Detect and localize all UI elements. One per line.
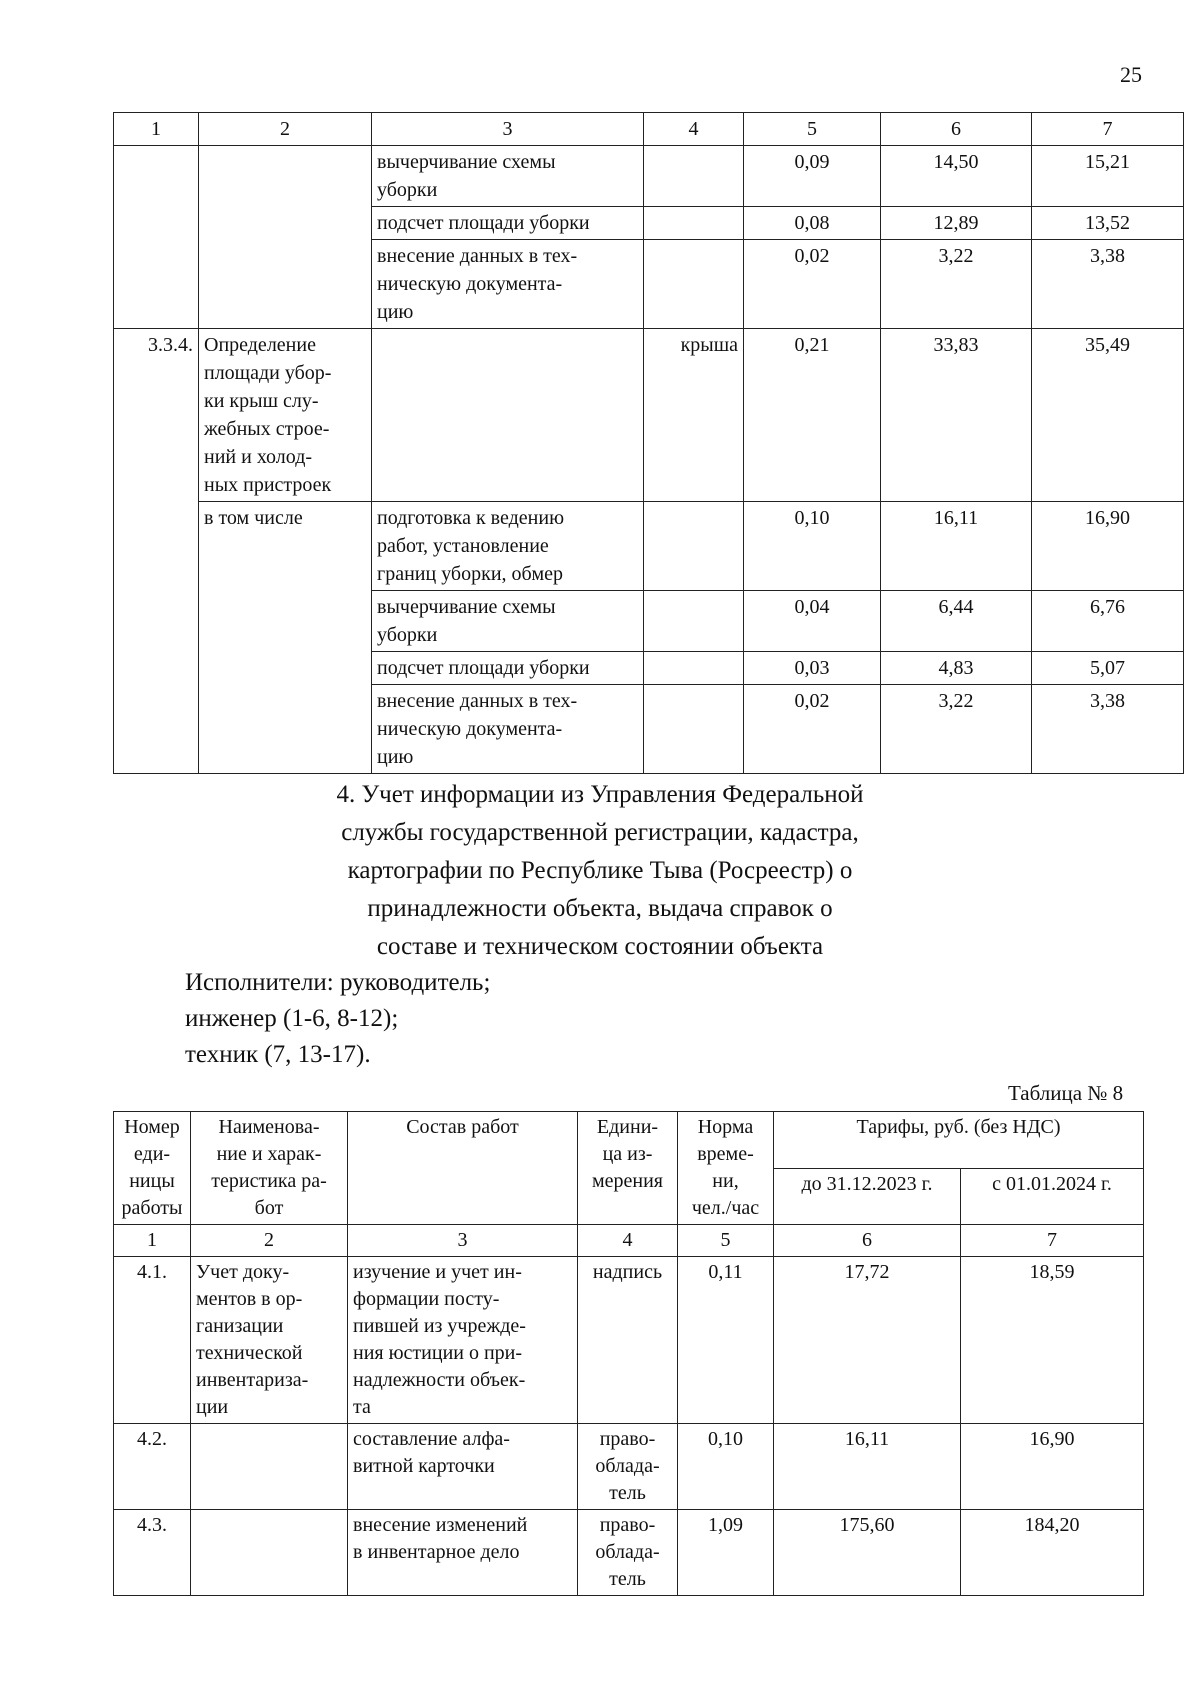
- item-number: 4.2.: [114, 1424, 191, 1510]
- norm-value: 0,02: [744, 685, 881, 774]
- work-item: изучение и учет ин- формации посту- пившей из учрежде- ния юстиции о при- надлежности объек- та: [348, 1257, 578, 1424]
- work-item: подготовка к ведению работ, установление границ уборки, обмер: [372, 502, 644, 591]
- tariff-2024: 184,20: [961, 1510, 1144, 1596]
- work-item: вычерчивание схемы уборки: [372, 146, 644, 207]
- unit-cell: [644, 502, 744, 591]
- column-number-row: [114, 1225, 1144, 1257]
- tariff-2023: 12,89: [881, 207, 1032, 240]
- header-time-norm: Норма време- ни, чел./час: [678, 1112, 774, 1225]
- norm-value: 0,21: [744, 329, 881, 502]
- unit-cell: [644, 146, 744, 207]
- tariff-2023: 16,11: [774, 1424, 961, 1510]
- empty-cell: [199, 146, 372, 329]
- column-number: 1: [114, 113, 199, 146]
- tariff-2024: 18,59: [961, 1257, 1144, 1424]
- work-item: подсчет площади уборки: [372, 652, 644, 685]
- norm-value: 0,09: [744, 146, 881, 207]
- unit-cell: надпись: [578, 1257, 678, 1424]
- tariff-2023: 17,72: [774, 1257, 961, 1424]
- norm-value: 0,02: [744, 240, 881, 329]
- tariff-2023: 175,60: [774, 1510, 961, 1596]
- unit-cell: [644, 652, 744, 685]
- column-number: 7: [1032, 113, 1184, 146]
- work-item: [372, 329, 644, 502]
- column-number: 3: [348, 1225, 578, 1257]
- column-number: 4: [644, 113, 744, 146]
- work-item: подсчет площади уборки: [372, 207, 644, 240]
- tariff-table: [113, 1111, 1144, 1596]
- column-number: 6: [774, 1225, 961, 1257]
- table-label: Таблица № 8: [1008, 1081, 1124, 1105]
- column-number: 7: [961, 1225, 1144, 1257]
- tariff-2023: 4,83: [881, 652, 1032, 685]
- column-number: 2: [191, 1225, 348, 1257]
- header-tariff-2024: с 01.01.2024 г.: [961, 1168, 1144, 1225]
- tariff-2024: 35,49: [1032, 329, 1184, 502]
- unit-cell: крыша: [644, 329, 744, 502]
- column-number: 1: [114, 1225, 191, 1257]
- page-number: 25: [1120, 62, 1142, 87]
- column-number: 2: [199, 113, 372, 146]
- header-work-composition: Состав работ: [348, 1112, 578, 1225]
- item-number: 3.3.4.: [114, 329, 199, 774]
- section-heading: 4. Учет информации из Управления Федеральной службы государственной регистрации, кадастра, картографии по Республике Тыва (Росреестр) о принадлежности объекта, выдача справок о составе и техническом состоянии объекта: [336, 781, 864, 960]
- header-row: [114, 1112, 1144, 1169]
- norm-value: 0,10: [744, 502, 881, 591]
- unit-cell: [644, 685, 744, 774]
- work-name: в том числе: [199, 502, 372, 774]
- header-tariffs: Тарифы, руб. (без НДС): [774, 1112, 1144, 1169]
- tariff-2024: 16,90: [961, 1424, 1144, 1510]
- column-number-row: [114, 113, 1184, 146]
- tariff-2023: 16,11: [881, 502, 1032, 591]
- header-unit: Едини- ца из- мерения: [578, 1112, 678, 1225]
- tariff-2024: 15,21: [1032, 146, 1184, 207]
- table-row: [114, 1424, 1144, 1510]
- tariff-2023: 3,22: [881, 240, 1032, 329]
- header-work-name: Наименова- ние и харак- теристика ра- бот: [191, 1112, 348, 1225]
- column-number: 6: [881, 113, 1032, 146]
- tariff-2023: 3,22: [881, 685, 1032, 774]
- norm-value: 0,10: [678, 1424, 774, 1510]
- tariff-2023: 14,50: [881, 146, 1032, 207]
- continuation-table: [113, 112, 1184, 774]
- tariff-2023: 33,83: [881, 329, 1032, 502]
- unit-cell: [644, 591, 744, 652]
- empty-cell: [114, 146, 199, 329]
- header-unit-number: Номер еди- ницы работы: [114, 1112, 191, 1225]
- table-row: [114, 502, 1184, 591]
- tariff-2024: 3,38: [1032, 240, 1184, 329]
- table-row: [114, 329, 1184, 502]
- unit-cell: право- облада- тель: [578, 1510, 678, 1596]
- tariff-2024: 5,07: [1032, 652, 1184, 685]
- table-row: [114, 146, 1184, 207]
- tariff-2023: 6,44: [881, 591, 1032, 652]
- norm-value: 0,08: [744, 207, 881, 240]
- work-name: Учет доку- ментов в ор- ганизации технической инвентариза- ции: [191, 1257, 348, 1424]
- work-item: внесение данных в тех- ническую документа- цию: [372, 685, 644, 774]
- tariff-2024: 3,38: [1032, 685, 1184, 774]
- column-number: 3: [372, 113, 644, 146]
- table-row: [114, 1510, 1144, 1596]
- work-name: [191, 1510, 348, 1596]
- performers-text: Исполнители: руководитель; инженер (1-6, 8-12); техник (7, 13-17).: [185, 969, 491, 1068]
- work-item: вычерчивание схемы уборки: [372, 591, 644, 652]
- norm-value: 0,04: [744, 591, 881, 652]
- item-number: 4.3.: [114, 1510, 191, 1596]
- header-tariff-2023: до 31.12.2023 г.: [774, 1168, 961, 1225]
- norm-value: 0,03: [744, 652, 881, 685]
- work-item: составление алфа- витной карточки: [348, 1424, 578, 1510]
- unit-cell: право- обладa- тель: [578, 1424, 678, 1510]
- column-number: 5: [678, 1225, 774, 1257]
- column-number: 5: [744, 113, 881, 146]
- work-item: внесение изменений в инвентарное дело: [348, 1510, 578, 1596]
- norm-value: 0,11: [678, 1257, 774, 1424]
- tariff-2024: 16,90: [1032, 502, 1184, 591]
- unit-cell: [644, 207, 744, 240]
- item-number: 4.1.: [114, 1257, 191, 1424]
- unit-cell: [644, 240, 744, 329]
- norm-value: 1,09: [678, 1510, 774, 1596]
- work-name: [191, 1424, 348, 1510]
- work-name: Определение площади убор- ки крыш слу- жебных строе- ний и холод- ных пристроек: [199, 329, 372, 502]
- column-number: 4: [578, 1225, 678, 1257]
- work-item: внесение данных в тех- ническую документа- цию: [372, 240, 644, 329]
- tariff-2024: 13,52: [1032, 207, 1184, 240]
- tariff-2024: 6,76: [1032, 591, 1184, 652]
- table-row: [114, 1257, 1144, 1424]
